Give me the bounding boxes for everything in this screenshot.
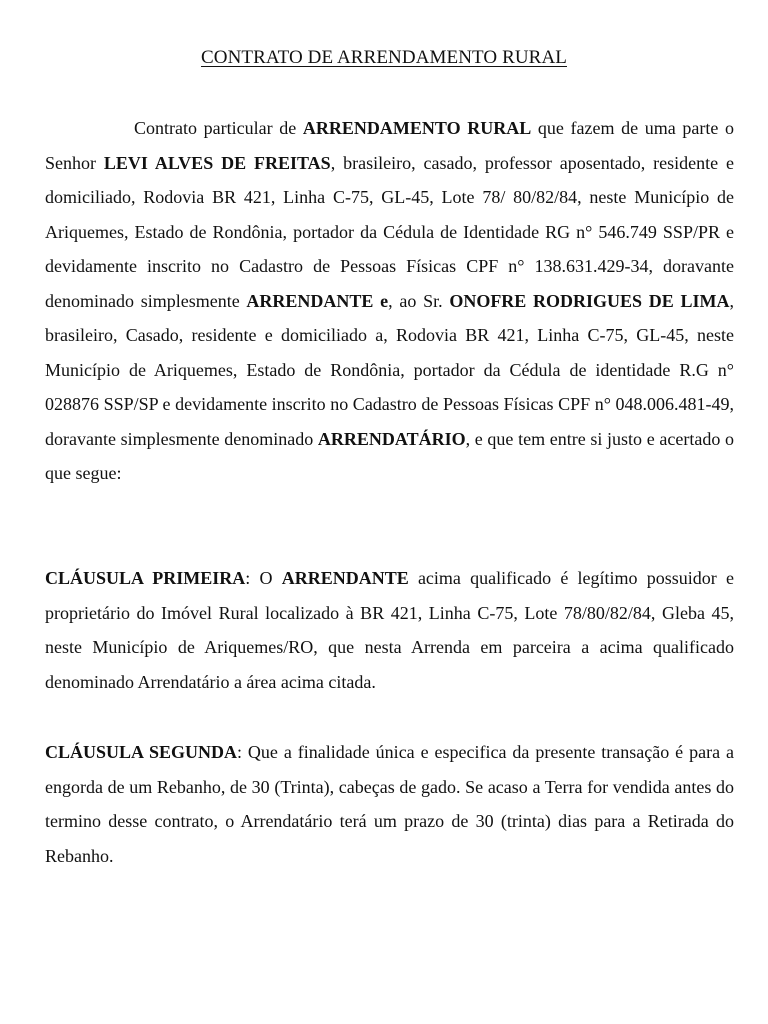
clause-second-paragraph xyxy=(45,735,734,873)
document-title: CONTRATO DE ARRENDAMENTO RURAL xyxy=(201,47,567,68)
intro-bold-contract-type: ARRENDAMENTO RURAL xyxy=(302,118,532,138)
intro-text-2: que fazem de uma parte o Senhor xyxy=(45,118,734,173)
clause-second-text: : Que a finalidade única e especifica da presente transação é para a engorda de um Rebanho, de 30 (Trinta), cabeças de gado. Se acaso a Terra for vendida antes do termino desse contrato, o Arrendatário terá um prazo de 30 (trinta) dias para a Retirada do Rebanho. xyxy=(45,742,734,866)
clause-first-bold-lessor: ARRENDANTE xyxy=(281,568,409,588)
clause-first-heading: CLÁUSULA PRIMEIRA xyxy=(45,568,246,588)
intro-bold-lessee-name: ONOFRE RODRIGUES DE LIMA xyxy=(449,290,730,311)
intro-text-5: , brasileiro, Casado, residente e domiciliado a, Rodovia BR 421, Linha C-75, GL-45, neste Município de Ariquemes, Estado de Rondônia, portador da Cédula de identidade R.G n° 028876 SSP/SP e devidamente inscrito no Cadastro de Pessoas Físicas CPF n° 048.006.481-49, doravante simplesmente denominado xyxy=(45,290,734,449)
intro-text-6: , e que tem entre si justo e acertado o que segue: xyxy=(45,428,734,483)
intro-paragraph xyxy=(45,111,734,491)
intro-text-4: , ao Sr. xyxy=(388,290,450,311)
intro-bold-lessee-role: ARRENDATÁRIO xyxy=(317,428,466,449)
intro-text-1: Contrato particular de xyxy=(134,118,303,138)
intro-bold-lessor-name: LEVI ALVES DE FREITAS xyxy=(103,152,331,173)
clause-second-heading: CLÁUSULA SEGUNDA xyxy=(45,742,237,762)
intro-text-3: , brasileiro, casado, professor aposentado, residente e domiciliado, Rodovia BR 421, Linha C-75, GL-45, Lote 78/ 80/82/84, neste Município de Ariquemes, Estado de Rondônia, portador da Cédula de Identidade RG n° 546.749 SSP/PR e devidamente inscrito no Cadastro de Pessoas Físicas CPF n° 138.631.429-34, doravante denominado simplesmente xyxy=(45,152,734,311)
clause-first-text-2: acima qualificado é legítimo possuidor e proprietário do Imóvel Rural localizado à BR 421, Linha C-75, Lote 78/80/82/84, Gleba 45, neste Município de Ariquemes/RO, que nesta Arrenda em parceira a acima qualificado denominado Arrendatário a área acima citada. xyxy=(45,568,734,692)
clause-first-text-1: : O xyxy=(245,568,282,588)
clause-first-paragraph xyxy=(45,561,734,699)
intro-bold-lessor-role: ARRENDANTE e xyxy=(246,290,389,311)
